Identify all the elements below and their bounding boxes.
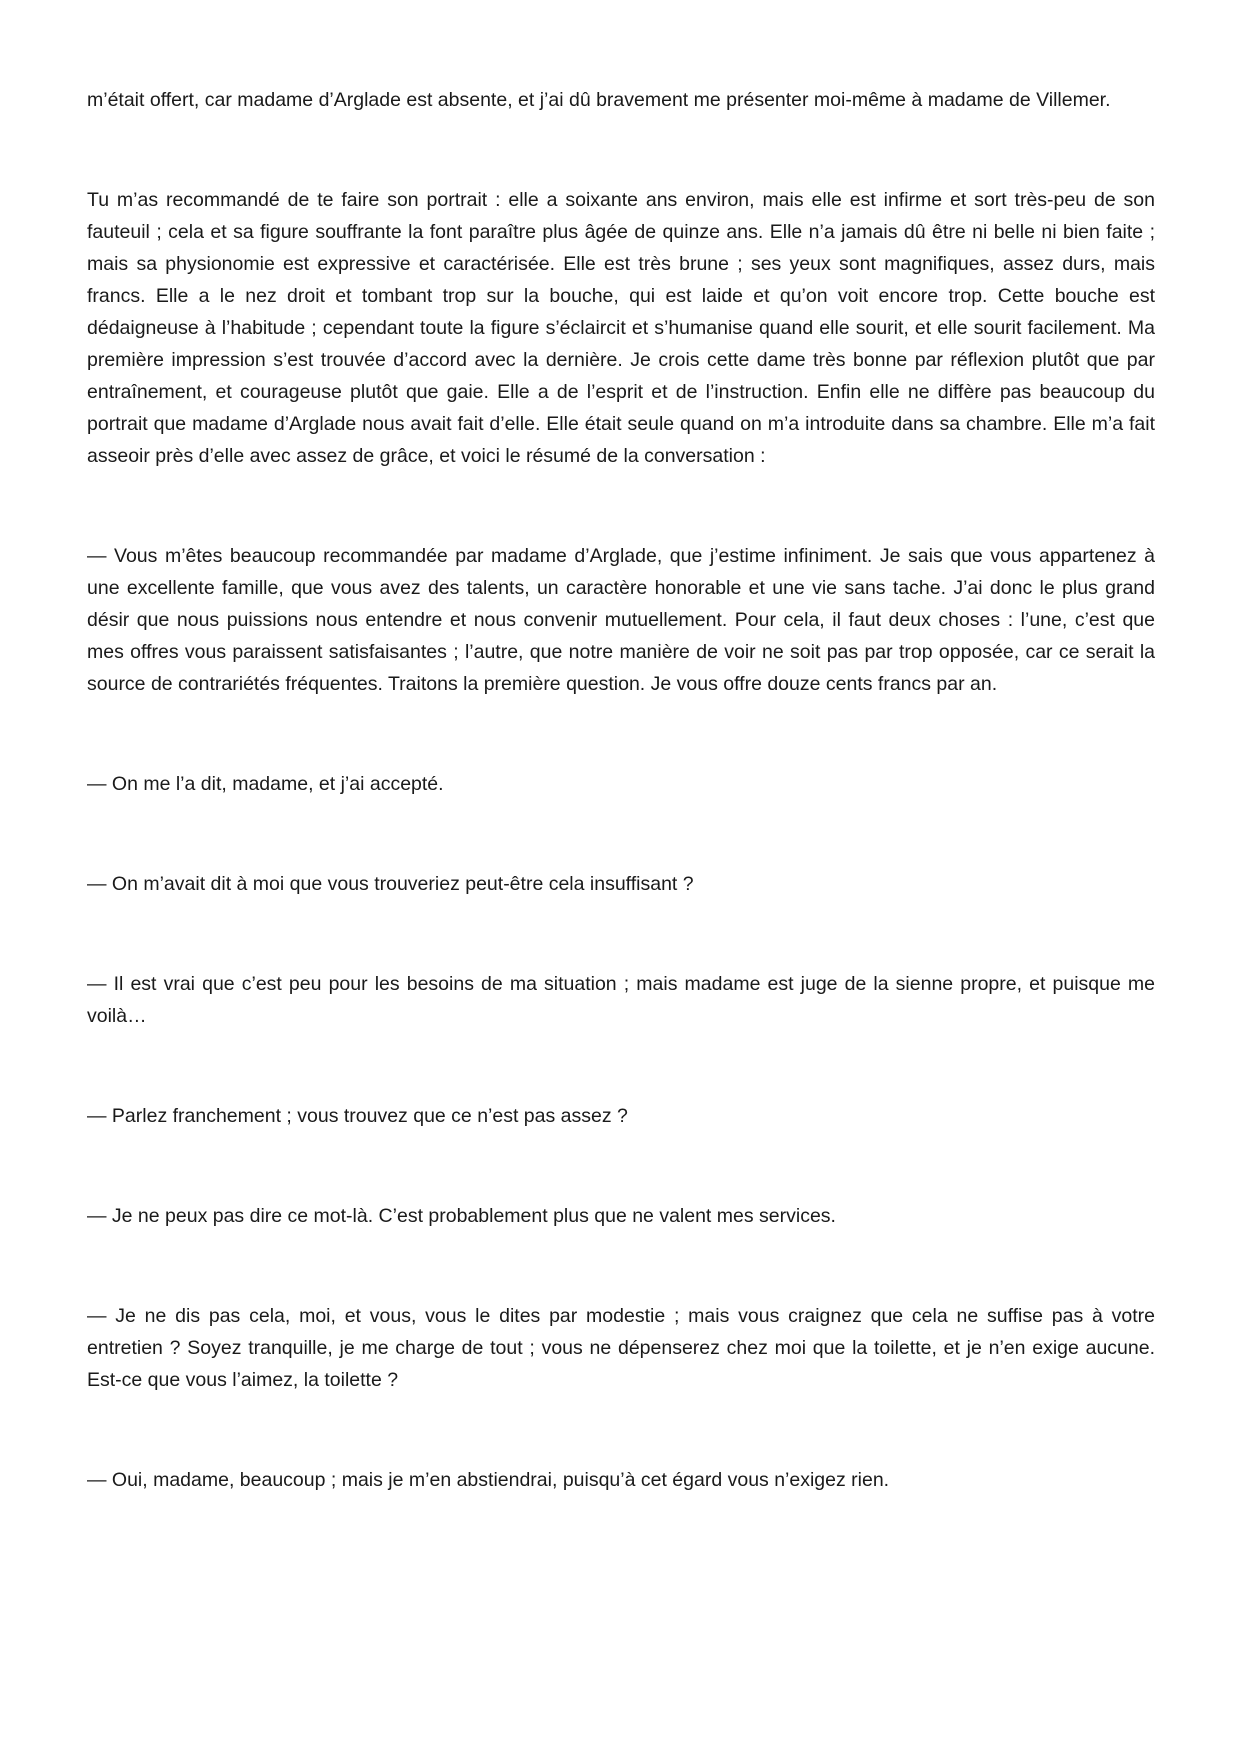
paragraph-dialogue-situation: — Il est vrai que c’est peu pour les besoins de ma situation ; mais madame est juge de la sienne propre, et puisque me voilà… (87, 973, 1155, 1027)
document-page (87, 84, 1155, 1496)
paragraph-intro: m’était offert, car madame d’Arglade est absente, et j’ai dû bravement me présenter moi-même à madame de Villemer. (87, 89, 1111, 111)
paragraph-portrait: Tu m’as recommandé de te faire son portrait : elle a soixante ans environ, mais elle est infirme et sort très-peu de son fauteuil ; cela et sa figure souffrante la font paraître plus âgée de quinze ans. Elle n’a jamais dû être ni belle ni bien faite ; mais sa physionomie est expressive et caractérisée. Elle est très brune ; ses yeux sont magnifiques, assez durs, mais francs. Elle a le nez droit et tombant trop sur la bouche, qui est laide et qu’on voit encore trop. Cette bouche est dédaigneuse à l’habitude ; cependant toute la figure s’éclaircit et s’humanise quand elle sourit, et elle sourit facilement. Ma première impression s’est trouvée d’accord avec la dernière. Je crois cette dame très bonne par réflexion plutôt que par entraînement, et courageuse plutôt que gaie. Elle a de l’esprit et de l’instruction. Enfin elle ne diffère pas beaucoup du portrait que madame d’Arglade nous avait fait d’elle. Elle était seule quand on m’a introduite dans sa chambre. Elle m’a fait asseoir près d’elle avec assez de grâce, et voici le résumé de la conversation : (87, 189, 1155, 467)
paragraph-dialogue-insufficient: — On m’avait dit à moi que vous trouveriez peut-être cela insuffisant ? (87, 873, 694, 895)
paragraph-dialogue-abstain: — Oui, madame, beaucoup ; mais je m’en abstiendrai, puisqu’à cet égard vous n’exigez rien. (87, 1469, 890, 1491)
paragraph-dialogue-frankly: — Parlez franchement ; vous trouvez que ce n’est pas assez ? (87, 1105, 628, 1127)
paragraph-dialogue-offer: — Vous m’êtes beaucoup recommandée par madame d’Arglade, que j’estime infiniment. Je sais que vous appartenez à une excellente famille, que vous avez des talents, un caractère honorable et une vie sans tache. J’ai donc le plus grand désir que nous puissions nous entendre et nous convenir mutuellement. Pour cela, il faut deux choses : l’une, c’est que mes offres vous paraissent satisfaisantes ; l’autre, que notre manière de voir ne soit pas par trop opposée, car ce serait la source de contrariétés fréquentes. Traitons la première question. Je vous offre douze cents francs par an. (87, 545, 1155, 695)
paragraph-dialogue-services: — Je ne peux pas dire ce mot-là. C’est probablement plus que ne valent mes services. (87, 1205, 836, 1227)
paragraph-dialogue-accepted: — On me l’a dit, madame, et j’ai accepté. (87, 773, 444, 795)
paragraph-dialogue-toilette: — Je ne dis pas cela, moi, et vous, vous le dites par modestie ; mais vous craignez que cela ne suffise pas à votre entretien ? Soyez tranquille, je me charge de tout ; vous ne dépenserez chez moi que la toilette, et je n’en exige aucune. Est-ce que vous l’aimez, la toilette ? (87, 1305, 1155, 1391)
